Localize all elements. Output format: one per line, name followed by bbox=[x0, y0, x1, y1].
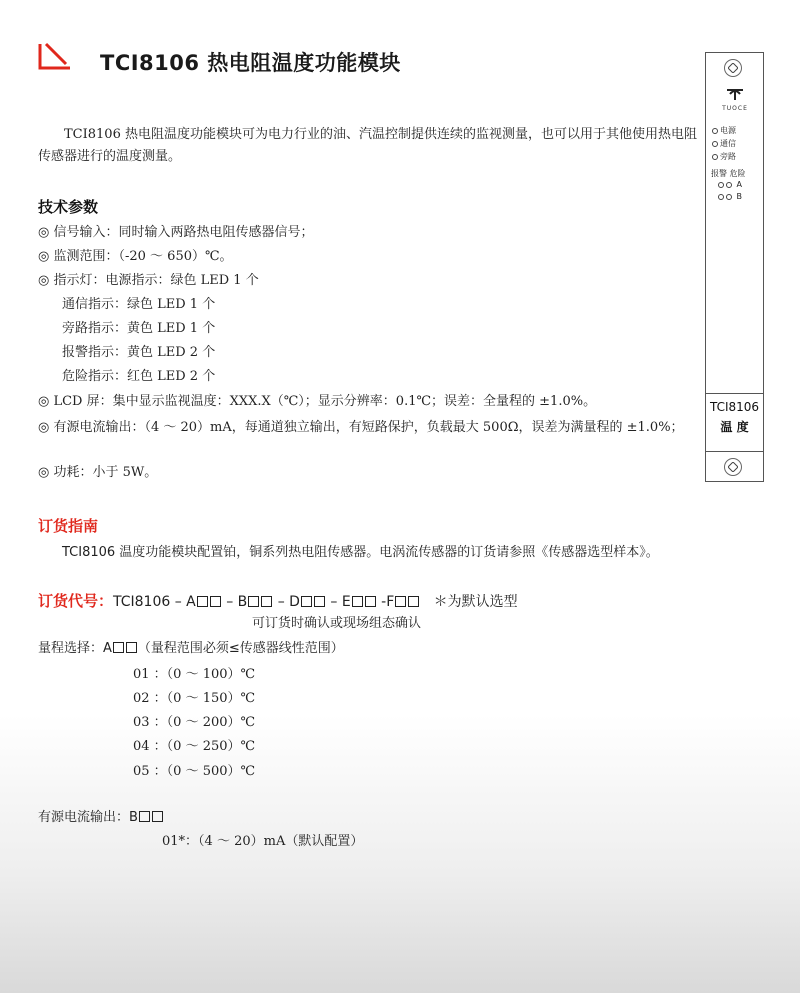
screw-icon bbox=[724, 59, 742, 77]
led-bypass bbox=[712, 151, 736, 162]
led-icon bbox=[718, 194, 724, 200]
spec-line: ◎ 功耗：小于 5W。 bbox=[38, 465, 158, 480]
code-seg-b: – B bbox=[226, 594, 248, 610]
led-icon bbox=[712, 141, 718, 147]
output-heading-text: 有源电流输出：B bbox=[38, 810, 138, 825]
alarm-danger-header: 报警 危险 bbox=[711, 169, 746, 178]
module-front-panel bbox=[705, 52, 764, 482]
screw-icon bbox=[724, 458, 742, 476]
range-item: 01 ：（0 ～ 100）℃ bbox=[133, 667, 256, 682]
led-power bbox=[712, 125, 736, 136]
panel-model: TCI8106 bbox=[709, 400, 760, 414]
intro-paragraph: TCI8106 热电阻温度功能模块可为电力行业的油、汽温控制提供连续的监视测量，也可以用于其他使用热电阻传感器进行的温度测量。 bbox=[38, 127, 697, 164]
led-power-label: 电源 bbox=[720, 126, 736, 135]
code-seg-a: – A bbox=[174, 594, 196, 610]
spec-line: ◎ LCD 屏：集中显示监视温度：XXX.X（℃）；显示分辨率：0.1℃；误差：全量程的 ±1.0%。 bbox=[38, 394, 597, 409]
order-code-line bbox=[38, 590, 518, 611]
order-code-model: TCI8106 bbox=[113, 594, 171, 610]
red-arrow-logo-icon bbox=[36, 40, 74, 72]
range-item: 03 ：（0 ～ 200）℃ bbox=[133, 715, 256, 730]
led-icon bbox=[712, 128, 718, 134]
spec-line: ◎ 监测范围：（-20 ～ 650）℃。 bbox=[38, 249, 233, 264]
output-heading bbox=[38, 806, 164, 825]
led-icon bbox=[718, 182, 724, 188]
led-bypass-label: 旁路 bbox=[720, 152, 736, 161]
code-seg-e: – E bbox=[330, 594, 351, 610]
led-row-b bbox=[718, 192, 742, 201]
brand-logo bbox=[718, 86, 752, 112]
led-icon bbox=[726, 194, 732, 200]
order-code-label: 订货代号： bbox=[38, 592, 114, 610]
output-item: 01*：（4 ～ 20）mA（默认配置） bbox=[162, 834, 364, 849]
panel-divider bbox=[706, 393, 763, 394]
code-seg-f: -F bbox=[381, 594, 395, 610]
spec-line: 危险指示：红色 LED 2 个 bbox=[62, 369, 216, 384]
spec-line: 报警指示：黄色 LED 2 个 bbox=[62, 345, 216, 360]
page-title: TCI8106 热电阻温度功能模块 bbox=[100, 51, 401, 75]
code-default-note: ＊为默认选型 bbox=[433, 594, 518, 610]
led-icon bbox=[712, 154, 718, 160]
spec-line: 旁路指示：黄色 LED 1 个 bbox=[62, 321, 216, 336]
brand-logo-icon bbox=[725, 87, 745, 101]
spec-line: ◎ 有源电流输出：（4 ～ 20）mA，每通道独立输出，有短路保护，负载最大 500Ω，误差为满量程的 ±1.0%； bbox=[38, 420, 684, 435]
tech-heading: 技术参数 bbox=[38, 198, 99, 216]
range-item: 02 ：（0 ～ 150）℃ bbox=[133, 691, 256, 706]
range-heading-suffix: （量程范围必须≤传感器线性范围） bbox=[137, 641, 344, 656]
order-heading: 订货指南 bbox=[38, 517, 99, 535]
order-text: TCI8106 温度功能模块配置铂，铜系列热电阻传感器。电涡流传感器的订货请参照《传感器选型样本》。 bbox=[62, 545, 659, 560]
led-comm-label: 通信 bbox=[720, 139, 736, 148]
spec-line: 通信指示：绿色 LED 1 个 bbox=[62, 297, 216, 312]
range-heading bbox=[38, 637, 344, 656]
spec-line: ◎ 信号输入：同时输入两路热电阻传感器信号； bbox=[38, 225, 314, 240]
brand-name: TUOCE bbox=[722, 105, 748, 112]
code-sub-note: 可订货时确认或现场组态确认 bbox=[252, 616, 422, 631]
range-item: 04 ：（0 ～ 250）℃ bbox=[133, 739, 256, 754]
panel-label: 温 度 bbox=[720, 420, 749, 434]
led-comm bbox=[712, 138, 736, 149]
range-item: 05 ：（0 ～ 500）℃ bbox=[133, 764, 256, 779]
channel-b-label: B bbox=[736, 192, 743, 201]
code-seg-d: – D bbox=[277, 594, 300, 610]
spec-line: ◎ 指示灯：电源指示：绿色 LED 1 个 bbox=[38, 273, 259, 288]
channel-a-label: A bbox=[736, 180, 743, 189]
range-heading-prefix: 量程选择：A bbox=[38, 641, 112, 656]
led-icon bbox=[726, 182, 732, 188]
led-row-a bbox=[718, 180, 742, 189]
panel-divider bbox=[706, 451, 763, 452]
